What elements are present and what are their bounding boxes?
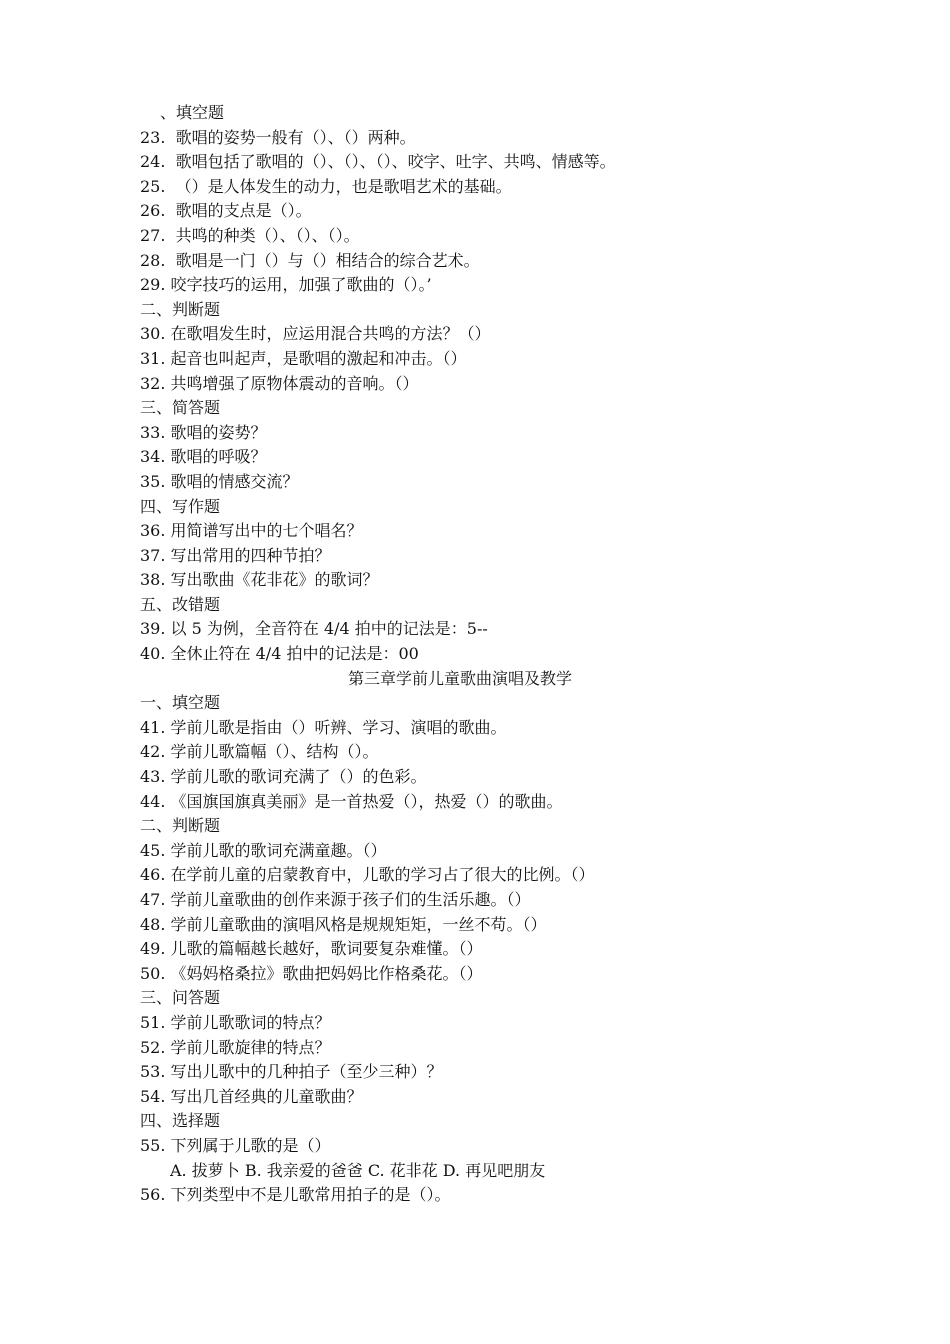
- question-item: 37. 写出常用的四种节拍？: [140, 545, 331, 565]
- question-item: 39. 以 5 为例，全音符在 4/4 拍中的记法是：5--: [140, 619, 488, 639]
- question-item: 43. 学前儿歌的歌词充满了（）的色彩。: [140, 767, 427, 787]
- section-heading: 二、判断题: [140, 299, 221, 319]
- section-heading: 五、改错题: [140, 594, 221, 614]
- question-item: 54. 写出几首经典的儿童歌曲？: [140, 1086, 363, 1106]
- question-item: 36. 用简谱写出中的七个唱名？: [140, 521, 363, 541]
- question-item: 29. 咬字技巧的运用，加强了歌曲的（）。’: [140, 275, 432, 295]
- question-item: 50. 《妈妈格桑拉》歌曲把妈妈比作格桑花。（）: [140, 963, 483, 983]
- question-item: 27. 共鸣的种类（）、（）、（）。: [140, 225, 360, 245]
- question-item: 38. 写出歌曲《花非花》的歌词？: [140, 570, 379, 590]
- chapter-title: 第三章学前儿童歌曲演唱及教学: [347, 668, 572, 688]
- question-item: 49. 儿歌的篇幅越长越好，歌词要复杂难懂。（）: [140, 939, 483, 959]
- question-item: 26. 歌唱的支点是（）。: [140, 201, 312, 221]
- question-item: 31. 起音也叫起声，是歌唱的激起和冲击。（）: [140, 348, 467, 368]
- question-item: 33. 歌唱的姿势？: [140, 422, 267, 442]
- question-item: 45. 学前儿歌的歌词充满童趣。（）: [140, 840, 387, 860]
- answer-options: A. 拔萝卜 B. 我亲爱的爸爸 C. 花非花 D. 再见吧朋友: [170, 1160, 546, 1180]
- section-heading: 、填空题: [160, 103, 225, 122]
- section-heading: 四、选择题: [140, 1111, 221, 1131]
- document-body: [140, 101, 840, 1208]
- section-heading: 三、简答题: [140, 398, 221, 418]
- question-item: 34. 歌唱的呼吸？: [140, 447, 267, 467]
- question-item: 55. 下列属于儿歌的是（）: [140, 1135, 331, 1155]
- question-item: 23. 歌唱的姿势一般有（）、（）两种。: [140, 127, 416, 147]
- question-item: 32. 共鸣增强了原物体震动的音响。（）: [140, 373, 419, 393]
- question-item: 28. 歌唱是一门（）与（）相结合的综合艺术。: [140, 250, 480, 270]
- question-item: 56. 下列类型中不是儿歌常用拍子的是（）。: [140, 1185, 451, 1205]
- question-item: 48. 学前儿童歌曲的演唱风格是规规矩矩，一丝不苟。（）: [140, 914, 547, 934]
- question-item: 41. 学前儿歌是指由（）听辨、学习、演唱的歌曲。: [140, 717, 507, 737]
- question-item: 47. 学前儿童歌曲的创作来源于孩子们的生活乐趣。（）: [140, 890, 531, 909]
- section-heading: 二、判断题: [140, 816, 221, 836]
- question-item: 46. 在学前儿童的启蒙教育中，儿歌的学习占了很大的比例。（）: [140, 865, 595, 885]
- question-item: 53. 写出儿歌中的几种拍子（至少三种）？: [140, 1062, 443, 1082]
- question-item: 40. 全休止符在 4/4 拍中的记法是：00: [140, 644, 419, 664]
- question-item: 52. 学前儿歌旋律的特点？: [140, 1037, 331, 1057]
- section-heading: 三、问答题: [140, 988, 221, 1008]
- question-item: 24. 歌唱包括了歌唱的（）、（）、（）、咬字、吐字、共鸣、情感等。: [140, 152, 616, 172]
- section-heading: 一、填空题: [140, 693, 221, 713]
- question-item: 25. （）是人体发生的动力，也是歌唱艺术的基础。: [140, 176, 512, 196]
- section-heading: 四、写作题: [140, 496, 221, 516]
- question-item: 51. 学前儿歌歌词的特点？: [140, 1012, 331, 1032]
- question-item: 42. 学前儿歌篇幅（）、结构（）。: [140, 742, 379, 762]
- question-item: 44. 《国旗国旗真美丽》是一首热爱（），热爱（）的歌曲。: [140, 791, 563, 811]
- question-item: 30. 在歌唱发生时，应运用混合共鸣的方法？（）: [140, 324, 491, 344]
- question-item: 35. 歌唱的情感交流？: [140, 471, 299, 491]
